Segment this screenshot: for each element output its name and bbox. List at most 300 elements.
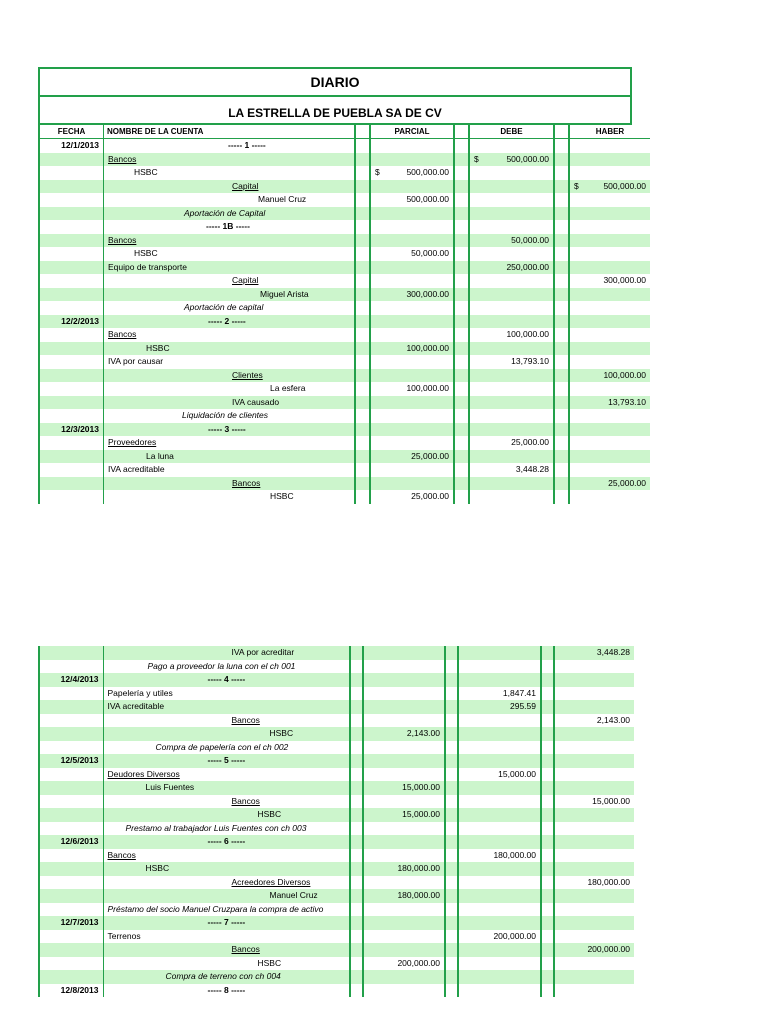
journal-row <box>40 153 650 167</box>
journal-row <box>40 808 634 822</box>
column-spacer <box>454 328 469 342</box>
debe-cell <box>469 220 554 234</box>
column-spacer <box>355 220 370 234</box>
column-spacer <box>350 700 363 714</box>
debe-cell <box>458 889 541 903</box>
journal-row <box>40 727 634 741</box>
column-spacer <box>454 450 469 464</box>
account-name-cell <box>104 355 356 369</box>
parcial-cell <box>363 903 445 917</box>
account-name: Aportación de Capital <box>184 207 266 218</box>
column-spacer <box>454 261 469 275</box>
parcial-cell <box>370 409 454 423</box>
column-spacer <box>454 166 469 180</box>
header-parcial: PARCIAL <box>370 125 454 139</box>
column-spacer <box>554 234 569 248</box>
column-spacer <box>350 687 363 701</box>
header-debe: DEBE <box>469 125 554 139</box>
account-name: HSBC <box>270 491 294 501</box>
column-spacer <box>445 808 458 822</box>
account-name-cell <box>103 795 350 809</box>
account-name: Aportación de capital <box>184 302 264 312</box>
column-spacer <box>445 768 458 782</box>
parcial-cell <box>363 741 445 755</box>
column-spacer <box>541 673 554 687</box>
journal-row <box>40 463 650 477</box>
column-spacer <box>355 274 370 288</box>
account-name-cell <box>103 970 350 984</box>
date-cell <box>40 436 104 450</box>
column-spacer <box>355 409 370 423</box>
account-name-cell <box>103 781 350 795</box>
haber-cell <box>569 477 650 491</box>
parcial-cell <box>363 822 445 836</box>
column-spacer <box>454 396 469 410</box>
account-name: HSBC <box>134 248 158 258</box>
parcial-cell <box>370 207 454 221</box>
column-spacer <box>541 714 554 728</box>
parcial-cell <box>363 889 445 903</box>
date-cell <box>40 876 103 890</box>
debe-cell <box>458 727 541 741</box>
journal-row <box>40 700 634 714</box>
parcial-cell <box>370 153 454 167</box>
parcial-cell <box>363 943 445 957</box>
column-spacer <box>445 822 458 836</box>
parcial-cell-value: 2,143.00 <box>406 728 440 738</box>
date-cell <box>40 714 103 728</box>
haber-cell <box>569 328 650 342</box>
journal-row <box>40 193 650 207</box>
debe-cell <box>469 301 554 315</box>
column-spacer <box>454 207 469 221</box>
journal-row <box>40 355 650 369</box>
haber-cell <box>554 673 634 687</box>
account-name: Bancos <box>107 849 136 860</box>
haber-cell <box>554 768 634 782</box>
journal-row <box>40 889 634 903</box>
journal-row <box>40 234 650 248</box>
column-spacer <box>445 727 458 741</box>
column-spacer <box>454 477 469 491</box>
journal-table-1 <box>40 125 650 504</box>
column-spacer <box>554 180 569 194</box>
column-spacer <box>350 795 363 809</box>
debe-cell <box>469 423 554 437</box>
haber-cell <box>554 714 634 728</box>
account-name-cell <box>103 700 350 714</box>
column-spacer <box>350 808 363 822</box>
account-name-cell <box>104 139 356 153</box>
haber-cell <box>554 687 634 701</box>
column-spacer <box>541 727 554 741</box>
haber-cell-value: 180,000.00 <box>587 876 630 887</box>
account-name: Acreedores Diversos <box>231 876 311 887</box>
column-spacer <box>541 781 554 795</box>
debe-cell <box>458 741 541 755</box>
column-spacer <box>554 220 569 234</box>
haber-cell <box>554 862 634 876</box>
column-spacer <box>454 193 469 207</box>
journal-row <box>40 943 634 957</box>
parcial-cell-value: 25,000.00 <box>411 450 449 461</box>
journal-body-1 <box>40 139 650 504</box>
account-name: ----- 4 ----- <box>207 674 246 684</box>
header-row <box>40 125 650 139</box>
column-spacer <box>445 970 458 984</box>
account-name: Compra de terreno con ch 004 <box>165 971 281 981</box>
header-spacer <box>355 125 370 139</box>
column-spacer <box>454 342 469 356</box>
journal-row <box>40 450 650 464</box>
column-spacer <box>454 288 469 302</box>
date-cell <box>40 889 103 903</box>
parcial-cell <box>370 450 454 464</box>
account-name-cell <box>104 423 356 437</box>
column-spacer <box>350 727 363 741</box>
debe-cell <box>469 342 554 356</box>
debe-cell <box>469 463 554 477</box>
debe-cell <box>458 970 541 984</box>
account-name: IVA por acreditar <box>231 647 295 657</box>
account-name: IVA acreditable <box>108 464 165 474</box>
haber-cell <box>569 450 650 464</box>
debe-cell <box>469 139 554 153</box>
date-cell <box>40 957 103 971</box>
column-spacer <box>541 808 554 822</box>
column-spacer <box>454 301 469 315</box>
debe-cell <box>469 436 554 450</box>
journal-row <box>40 781 634 795</box>
account-name: IVA acreditable <box>107 701 165 711</box>
journal-row <box>40 984 634 998</box>
journal-row <box>40 274 650 288</box>
journal-row <box>40 849 634 863</box>
account-name: HSBC <box>257 957 282 968</box>
account-name: Luis Fuentes <box>145 782 195 792</box>
journal-row <box>40 835 634 849</box>
haber-cell <box>554 660 634 674</box>
journal-row <box>40 382 650 396</box>
date-cell <box>40 355 104 369</box>
currency-symbol: $ <box>375 167 380 177</box>
parcial-cell <box>363 646 445 660</box>
parcial-cell <box>363 862 445 876</box>
column-spacer <box>541 970 554 984</box>
account-name-cell <box>103 687 350 701</box>
account-name-cell <box>104 301 356 315</box>
journal-sheet-page-1 <box>38 67 646 504</box>
column-spacer <box>355 301 370 315</box>
column-spacer <box>445 916 458 930</box>
debe-cell <box>458 862 541 876</box>
account-name: IVA causado <box>232 396 280 407</box>
parcial-cell <box>363 957 445 971</box>
account-name-cell <box>103 754 350 768</box>
account-name: Miguel Arista <box>260 288 309 299</box>
date-cell: 12/2/2013 <box>40 315 104 329</box>
account-name: Bancos <box>231 944 260 954</box>
currency-symbol: $ <box>574 180 579 191</box>
account-name-cell <box>103 714 350 728</box>
haber-cell-value: 15,000.00 <box>592 795 630 806</box>
column-spacer <box>355 369 370 383</box>
column-spacer <box>541 943 554 957</box>
date-cell <box>40 687 103 701</box>
account-name-cell <box>103 889 350 903</box>
column-spacer <box>350 673 363 687</box>
journal-row <box>40 930 634 944</box>
column-spacer <box>445 957 458 971</box>
account-name: Préstamo del socio Manuel Cruzpara la compra de activo <box>107 903 324 914</box>
header-spacer <box>454 125 469 139</box>
column-spacer <box>554 382 569 396</box>
journal-row <box>40 166 650 180</box>
journal-row <box>40 714 634 728</box>
column-spacer <box>350 849 363 863</box>
haber-cell <box>569 274 650 288</box>
haber-cell <box>554 943 634 957</box>
column-spacer <box>445 754 458 768</box>
column-spacer <box>454 382 469 396</box>
column-spacer <box>355 342 370 356</box>
haber-cell <box>569 342 650 356</box>
date-cell <box>40 781 103 795</box>
account-name: HSBC <box>269 728 294 738</box>
account-name-cell <box>104 193 356 207</box>
journal-row <box>40 342 650 356</box>
column-spacer <box>554 409 569 423</box>
column-spacer <box>355 328 370 342</box>
journal-row <box>40 247 650 261</box>
haber-cell <box>554 781 634 795</box>
journal-row <box>40 396 650 410</box>
date-cell: 12/6/2013 <box>40 835 103 849</box>
date-cell <box>40 741 103 755</box>
column-spacer <box>554 436 569 450</box>
haber-cell <box>569 315 650 329</box>
column-spacer <box>355 382 370 396</box>
column-spacer <box>554 369 569 383</box>
debe-cell <box>469 247 554 261</box>
haber-cell <box>554 741 634 755</box>
haber-cell <box>554 957 634 971</box>
column-spacer <box>350 930 363 944</box>
debe-cell <box>458 876 541 890</box>
column-spacer <box>355 315 370 329</box>
column-spacer <box>541 687 554 701</box>
date-cell: 12/5/2013 <box>40 754 103 768</box>
date-cell <box>40 193 104 207</box>
date-cell <box>40 795 103 809</box>
haber-cell <box>554 795 634 809</box>
account-name: Manuel Cruz <box>269 890 318 900</box>
account-name-cell <box>103 876 350 890</box>
debe-cell <box>458 808 541 822</box>
haber-cell <box>554 889 634 903</box>
haber-cell <box>569 220 650 234</box>
column-spacer <box>454 463 469 477</box>
date-cell <box>40 261 104 275</box>
account-name-cell <box>104 450 356 464</box>
haber-cell <box>554 984 634 998</box>
date-cell <box>40 970 103 984</box>
column-spacer <box>554 301 569 315</box>
debe-cell <box>458 930 541 944</box>
journal-title: DIARIO <box>40 69 630 97</box>
column-spacer <box>355 261 370 275</box>
debe-cell <box>458 903 541 917</box>
column-spacer <box>454 247 469 261</box>
debe-cell <box>458 984 541 998</box>
debe-cell <box>469 261 554 275</box>
column-spacer <box>554 153 569 167</box>
journal-row <box>40 328 650 342</box>
account-name-cell <box>103 835 350 849</box>
column-spacer <box>554 328 569 342</box>
account-name: La luna <box>146 450 174 461</box>
account-name: HSBC <box>257 809 282 819</box>
column-spacer <box>355 490 370 504</box>
column-spacer <box>541 903 554 917</box>
date-cell: 12/3/2013 <box>40 423 104 437</box>
date-cell <box>40 288 104 302</box>
column-spacer <box>355 450 370 464</box>
haber-cell-value: 100,000.00 <box>603 369 646 380</box>
column-spacer <box>541 646 554 660</box>
journal-sheet-page-2 <box>38 646 632 997</box>
haber-cell <box>569 396 650 410</box>
haber-cell <box>569 234 650 248</box>
journal-row <box>40 673 634 687</box>
date-cell <box>40 382 104 396</box>
column-spacer <box>445 700 458 714</box>
date-cell <box>40 166 104 180</box>
date-cell: 12/7/2013 <box>40 916 103 930</box>
column-spacer <box>445 889 458 903</box>
debe-cell <box>469 234 554 248</box>
haber-cell <box>554 916 634 930</box>
column-spacer <box>554 274 569 288</box>
journal-row <box>40 301 650 315</box>
haber-cell <box>554 754 634 768</box>
column-spacer <box>554 139 569 153</box>
column-spacer <box>554 207 569 221</box>
date-cell <box>40 409 104 423</box>
column-spacer <box>454 409 469 423</box>
debe-cell <box>469 274 554 288</box>
debe-cell <box>458 822 541 836</box>
debe-cell-value: 250,000.00 <box>506 261 549 272</box>
column-spacer <box>541 957 554 971</box>
parcial-cell-value: 15,000.00 <box>402 809 440 819</box>
haber-cell <box>569 409 650 423</box>
haber-cell <box>554 646 634 660</box>
parcial-cell-value: 180,000.00 <box>397 863 440 873</box>
column-spacer <box>355 423 370 437</box>
account-name: Bancos <box>108 153 137 164</box>
column-spacer <box>454 369 469 383</box>
parcial-cell <box>370 288 454 302</box>
haber-cell <box>554 822 634 836</box>
column-spacer <box>554 342 569 356</box>
column-spacer <box>350 646 363 660</box>
debe-cell <box>469 450 554 464</box>
debe-cell <box>458 916 541 930</box>
account-name: HSBC <box>145 863 170 873</box>
haber-cell-value: 200,000.00 <box>587 944 630 954</box>
parcial-cell <box>363 916 445 930</box>
account-name: Manuel Cruz <box>258 194 307 204</box>
parcial-cell-value: 50,000.00 <box>411 248 449 258</box>
account-name: ----- 7 ----- <box>207 917 246 927</box>
journal-row <box>40 409 650 423</box>
date-cell <box>40 808 103 822</box>
account-name-cell <box>104 261 356 275</box>
parcial-cell-value: 200,000.00 <box>397 957 440 968</box>
column-spacer <box>355 180 370 194</box>
parcial-cell-value: 25,000.00 <box>411 491 449 501</box>
account-name: ----- 2 ----- <box>208 315 246 326</box>
parcial-cell <box>363 781 445 795</box>
parcial-cell <box>363 727 445 741</box>
account-name: ----- 1B ----- <box>206 221 250 231</box>
column-spacer <box>355 436 370 450</box>
column-spacer <box>355 355 370 369</box>
header-spacer <box>554 125 569 139</box>
haber-cell <box>554 808 634 822</box>
haber-cell <box>569 180 650 194</box>
date-cell <box>40 822 103 836</box>
date-cell: 12/8/2013 <box>40 984 103 998</box>
parcial-cell <box>370 139 454 153</box>
account-name-cell <box>104 436 356 450</box>
column-spacer <box>554 355 569 369</box>
parcial-cell <box>363 849 445 863</box>
account-name-cell <box>104 409 356 423</box>
account-name: IVA por causar <box>108 356 164 366</box>
column-spacer <box>355 166 370 180</box>
journal-row <box>40 660 634 674</box>
column-spacer <box>541 835 554 849</box>
haber-cell <box>554 930 634 944</box>
column-spacer <box>355 247 370 261</box>
debe-cell <box>469 315 554 329</box>
date-cell <box>40 463 104 477</box>
date-cell <box>40 328 104 342</box>
header-haber: HABER <box>569 125 650 139</box>
account-name-cell <box>104 382 356 396</box>
debe-cell <box>458 795 541 809</box>
account-name: Compra de papelería con el ch 002 <box>155 741 289 752</box>
haber-cell <box>569 369 650 383</box>
column-spacer <box>350 781 363 795</box>
account-name: ----- 3 ----- <box>208 423 246 434</box>
account-name-cell <box>104 315 356 329</box>
journal-row <box>40 646 634 660</box>
journal-row <box>40 795 634 809</box>
column-spacer <box>355 463 370 477</box>
column-spacer <box>554 193 569 207</box>
parcial-cell <box>363 876 445 890</box>
parcial-cell <box>370 234 454 248</box>
column-spacer <box>350 876 363 890</box>
parcial-cell <box>363 714 445 728</box>
date-cell <box>40 153 104 167</box>
debe-cell <box>469 153 554 167</box>
parcial-cell <box>370 477 454 491</box>
debe-cell <box>458 957 541 971</box>
